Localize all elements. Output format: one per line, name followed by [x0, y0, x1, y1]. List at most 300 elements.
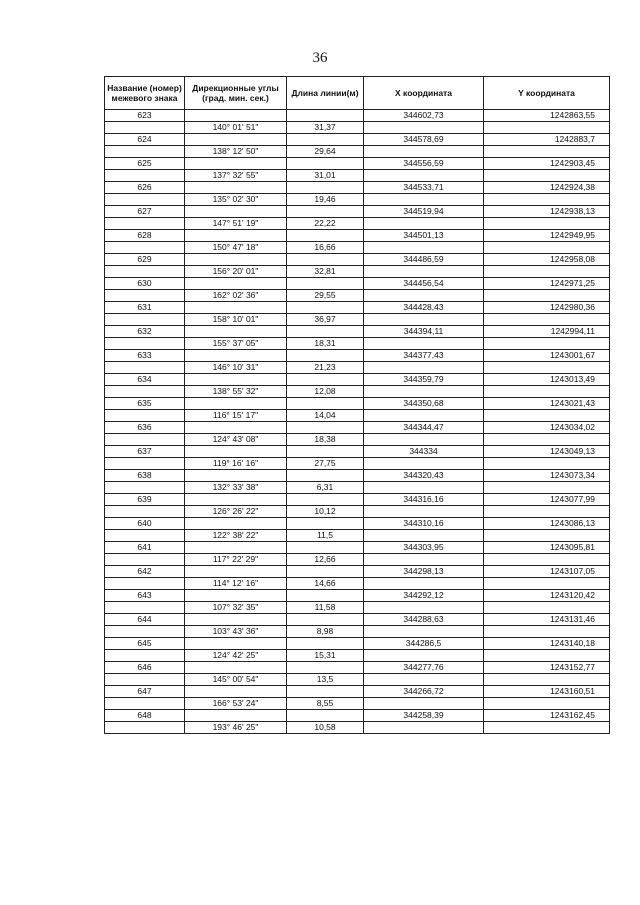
empty-cell [287, 398, 364, 410]
empty-cell [287, 278, 364, 290]
line-length: 10,12 [287, 506, 364, 518]
empty-cell [364, 602, 484, 614]
point-name: 626 [105, 182, 185, 194]
point-row [105, 374, 610, 386]
empty-cell [484, 626, 610, 638]
y-coordinate: 1243160,51 [484, 686, 610, 698]
empty-cell [364, 482, 484, 494]
empty-cell [185, 470, 287, 482]
x-coordinate: 344602,73 [364, 110, 484, 122]
point-name: 646 [105, 662, 185, 674]
empty-cell [364, 410, 484, 422]
empty-cell [287, 566, 364, 578]
empty-cell [287, 158, 364, 170]
segment-row [105, 698, 610, 710]
line-length: 10,58 [287, 722, 364, 734]
line-length: 14,04 [287, 410, 364, 422]
y-coordinate: 1242958,08 [484, 254, 610, 266]
point-row [105, 230, 610, 242]
x-coordinate: 344258,39 [364, 710, 484, 722]
y-coordinate: 1243120,42 [484, 590, 610, 602]
empty-cell [364, 626, 484, 638]
point-name: 627 [105, 206, 185, 218]
empty-cell [484, 338, 610, 350]
empty-cell [364, 242, 484, 254]
empty-cell [484, 530, 610, 542]
segment-row [105, 722, 610, 734]
empty-cell [105, 338, 185, 350]
empty-cell [484, 290, 610, 302]
x-coordinate: 344334 [364, 446, 484, 458]
segment-row [105, 218, 610, 230]
segment-row [105, 530, 610, 542]
direction-angle: 150° 47' 18" [185, 242, 287, 254]
y-coordinate: 1243021,43 [484, 398, 610, 410]
segment-row [105, 482, 610, 494]
point-name: 635 [105, 398, 185, 410]
empty-cell [185, 110, 287, 122]
empty-cell [287, 110, 364, 122]
header-angle: Дирекционные углы (град. мин. сек.) [185, 77, 287, 110]
empty-cell [364, 458, 484, 470]
line-length: 8,98 [287, 626, 364, 638]
segment-row [105, 386, 610, 398]
y-coordinate: 1243049,13 [484, 446, 610, 458]
x-coordinate: 344486,59 [364, 254, 484, 266]
segment-row [105, 290, 610, 302]
point-name: 645 [105, 638, 185, 650]
header-y: Y координата [484, 77, 610, 110]
x-coordinate: 344310,16 [364, 518, 484, 530]
coordinates-table [104, 76, 610, 734]
point-name: 623 [105, 110, 185, 122]
direction-angle: 147° 51' 19" [185, 218, 287, 230]
line-length: 32,81 [287, 266, 364, 278]
empty-cell [287, 374, 364, 386]
empty-cell [484, 146, 610, 158]
direction-angle: 146° 10' 31" [185, 362, 287, 374]
empty-cell [364, 170, 484, 182]
empty-cell [484, 698, 610, 710]
empty-cell [287, 422, 364, 434]
segment-row [105, 434, 610, 446]
point-name: 625 [105, 158, 185, 170]
empty-cell [484, 122, 610, 134]
point-name: 647 [105, 686, 185, 698]
empty-cell [364, 530, 484, 542]
segment-row [105, 602, 610, 614]
segment-row [105, 242, 610, 254]
empty-cell [185, 686, 287, 698]
direction-angle: 124° 43' 08" [185, 434, 287, 446]
point-row [105, 638, 610, 650]
x-coordinate: 344292,12 [364, 590, 484, 602]
direction-angle: 137° 32' 55" [185, 170, 287, 182]
empty-cell [484, 362, 610, 374]
empty-cell [484, 386, 610, 398]
empty-cell [287, 350, 364, 362]
y-coordinate: 1243107,05 [484, 566, 610, 578]
empty-cell [185, 206, 287, 218]
empty-cell [364, 146, 484, 158]
line-length: 8,55 [287, 698, 364, 710]
y-coordinate: 1242949,95 [484, 230, 610, 242]
empty-cell [105, 434, 185, 446]
x-coordinate: 344316,16 [364, 494, 484, 506]
x-coordinate: 344350,68 [364, 398, 484, 410]
line-length: 11,5 [287, 530, 364, 542]
empty-cell [364, 650, 484, 662]
empty-cell [287, 710, 364, 722]
direction-angle: 117° 22' 29" [185, 554, 287, 566]
point-row [105, 542, 610, 554]
direction-angle: 156° 20' 01" [185, 266, 287, 278]
point-name: 636 [105, 422, 185, 434]
empty-cell [484, 722, 610, 734]
empty-cell [364, 218, 484, 230]
line-length: 22,22 [287, 218, 364, 230]
empty-cell [185, 326, 287, 338]
table-body [105, 110, 610, 734]
point-name: 628 [105, 230, 185, 242]
direction-angle: 145° 00' 54" [185, 674, 287, 686]
point-name: 629 [105, 254, 185, 266]
empty-cell [287, 446, 364, 458]
empty-cell [185, 518, 287, 530]
point-name: 634 [105, 374, 185, 386]
empty-cell [185, 662, 287, 674]
empty-cell [484, 650, 610, 662]
y-coordinate: 1243013,49 [484, 374, 610, 386]
empty-cell [484, 410, 610, 422]
empty-cell [484, 578, 610, 590]
point-name: 639 [105, 494, 185, 506]
empty-cell [287, 182, 364, 194]
empty-cell [105, 602, 185, 614]
point-name: 633 [105, 350, 185, 362]
empty-cell [105, 554, 185, 566]
line-length: 31,37 [287, 122, 364, 134]
segment-row [105, 170, 610, 182]
empty-cell [105, 578, 185, 590]
point-row [105, 278, 610, 290]
empty-cell [364, 698, 484, 710]
point-name: 631 [105, 302, 185, 314]
empty-cell [185, 302, 287, 314]
direction-angle: 158° 10' 01" [185, 314, 287, 326]
empty-cell [364, 674, 484, 686]
y-coordinate: 1242863,55 [484, 110, 610, 122]
point-row [105, 134, 610, 146]
empty-cell [287, 614, 364, 626]
empty-cell [105, 722, 185, 734]
empty-cell [105, 314, 185, 326]
empty-cell [185, 710, 287, 722]
line-length: 31,01 [287, 170, 364, 182]
empty-cell [185, 158, 287, 170]
segment-row [105, 266, 610, 278]
point-name: 641 [105, 542, 185, 554]
y-coordinate: 1242971,25 [484, 278, 610, 290]
empty-cell [484, 458, 610, 470]
line-length: 6,31 [287, 482, 364, 494]
empty-cell [105, 194, 185, 206]
line-length: 11,58 [287, 602, 364, 614]
point-name: 640 [105, 518, 185, 530]
point-name: 624 [105, 134, 185, 146]
y-coordinate: 1243001,67 [484, 350, 610, 362]
x-coordinate: 344298,13 [364, 566, 484, 578]
empty-cell [105, 674, 185, 686]
y-coordinate: 1243140,18 [484, 638, 610, 650]
empty-cell [364, 722, 484, 734]
segment-row [105, 650, 610, 662]
empty-cell [185, 542, 287, 554]
empty-cell [287, 518, 364, 530]
empty-cell [287, 206, 364, 218]
segment-row [105, 362, 610, 374]
y-coordinate: 1242938,13 [484, 206, 610, 218]
y-coordinate: 1243034,02 [484, 422, 610, 434]
point-row [105, 590, 610, 602]
point-name: 637 [105, 446, 185, 458]
empty-cell [364, 314, 484, 326]
y-coordinate: 1242883,7 [484, 134, 610, 146]
x-coordinate: 344456,54 [364, 278, 484, 290]
empty-cell [364, 266, 484, 278]
empty-cell [185, 350, 287, 362]
empty-cell [364, 386, 484, 398]
x-coordinate: 344344,47 [364, 422, 484, 434]
empty-cell [364, 122, 484, 134]
point-row [105, 254, 610, 266]
line-length: 18,31 [287, 338, 364, 350]
line-length: 29,64 [287, 146, 364, 158]
empty-cell [287, 230, 364, 242]
y-coordinate: 1243162,45 [484, 710, 610, 722]
line-length: 21,23 [287, 362, 364, 374]
empty-cell [484, 194, 610, 206]
empty-cell [287, 542, 364, 554]
point-name: 642 [105, 566, 185, 578]
segment-row [105, 674, 610, 686]
segment-row [105, 410, 610, 422]
y-coordinate: 1243131,46 [484, 614, 610, 626]
empty-cell [185, 278, 287, 290]
empty-cell [185, 494, 287, 506]
segment-row [105, 314, 610, 326]
empty-cell [484, 170, 610, 182]
direction-angle: 116° 15' 17" [185, 410, 287, 422]
empty-cell [364, 362, 484, 374]
y-coordinate: 1242994,11 [484, 326, 610, 338]
x-coordinate: 344377,43 [364, 350, 484, 362]
point-name: 643 [105, 590, 185, 602]
y-coordinate: 1243073,34 [484, 470, 610, 482]
empty-cell [105, 122, 185, 134]
empty-cell [364, 578, 484, 590]
header-name: Название (номер) межевого знака [105, 77, 185, 110]
segment-row [105, 338, 610, 350]
x-coordinate: 344556,59 [364, 158, 484, 170]
empty-cell [105, 146, 185, 158]
empty-cell [484, 218, 610, 230]
empty-cell [484, 434, 610, 446]
empty-cell [185, 422, 287, 434]
x-coordinate: 344320,43 [364, 470, 484, 482]
empty-cell [287, 470, 364, 482]
empty-cell [105, 386, 185, 398]
empty-cell [287, 302, 364, 314]
empty-cell [105, 218, 185, 230]
y-coordinate: 1243152,77 [484, 662, 610, 674]
empty-cell [484, 506, 610, 518]
empty-cell [105, 242, 185, 254]
line-length: 18,38 [287, 434, 364, 446]
point-row [105, 422, 610, 434]
line-length: 12,08 [287, 386, 364, 398]
x-coordinate: 344277,76 [364, 662, 484, 674]
empty-cell [185, 446, 287, 458]
direction-angle: 132° 33' 38" [185, 482, 287, 494]
y-coordinate: 1243095,81 [484, 542, 610, 554]
empty-cell [185, 614, 287, 626]
direction-angle: 162° 02' 36" [185, 290, 287, 302]
y-coordinate: 1243077,99 [484, 494, 610, 506]
point-row [105, 470, 610, 482]
point-row [105, 662, 610, 674]
direction-angle: 140° 01' 51" [185, 122, 287, 134]
empty-cell [484, 314, 610, 326]
empty-cell [185, 254, 287, 266]
point-row [105, 206, 610, 218]
point-row [105, 326, 610, 338]
empty-cell [105, 506, 185, 518]
line-length: 36,97 [287, 314, 364, 326]
table-header-row [105, 77, 610, 110]
point-name: 638 [105, 470, 185, 482]
point-row [105, 446, 610, 458]
direction-angle: 122° 38' 22" [185, 530, 287, 542]
empty-cell [287, 254, 364, 266]
line-length: 14,66 [287, 578, 364, 590]
segment-row [105, 194, 610, 206]
x-coordinate: 344501,13 [364, 230, 484, 242]
x-coordinate: 344428,43 [364, 302, 484, 314]
empty-cell [185, 134, 287, 146]
segment-row [105, 626, 610, 638]
x-coordinate: 344286,5 [364, 638, 484, 650]
direction-angle: 114° 12' 16" [185, 578, 287, 590]
empty-cell [287, 134, 364, 146]
segment-row [105, 578, 610, 590]
empty-cell [484, 266, 610, 278]
empty-cell [105, 650, 185, 662]
x-coordinate: 344303,95 [364, 542, 484, 554]
x-coordinate: 344394,11 [364, 326, 484, 338]
line-length: 13,5 [287, 674, 364, 686]
empty-cell [287, 638, 364, 650]
empty-cell [185, 590, 287, 602]
point-row [105, 614, 610, 626]
point-name: 630 [105, 278, 185, 290]
empty-cell [185, 182, 287, 194]
segment-row [105, 146, 610, 158]
direction-angle: 155° 37' 05" [185, 338, 287, 350]
line-length: 27,75 [287, 458, 364, 470]
empty-cell [105, 170, 185, 182]
point-row [105, 398, 610, 410]
empty-cell [105, 626, 185, 638]
x-coordinate: 344359,79 [364, 374, 484, 386]
point-row [105, 710, 610, 722]
point-row [105, 182, 610, 194]
empty-cell [364, 194, 484, 206]
empty-cell [364, 506, 484, 518]
x-coordinate: 344533,71 [364, 182, 484, 194]
line-length: 29,55 [287, 290, 364, 302]
empty-cell [287, 494, 364, 506]
point-row [105, 350, 610, 362]
y-coordinate: 1242924,38 [484, 182, 610, 194]
point-row [105, 686, 610, 698]
empty-cell [105, 266, 185, 278]
x-coordinate: 344288,63 [364, 614, 484, 626]
empty-cell [287, 662, 364, 674]
direction-angle: 166° 53' 24" [185, 698, 287, 710]
point-row [105, 302, 610, 314]
empty-cell [185, 566, 287, 578]
line-length: 15,31 [287, 650, 364, 662]
direction-angle: 193° 46' 25" [185, 722, 287, 734]
empty-cell [364, 434, 484, 446]
empty-cell [185, 374, 287, 386]
segment-row [105, 554, 610, 566]
direction-angle: 138° 55' 32" [185, 386, 287, 398]
x-coordinate: 344578,69 [364, 134, 484, 146]
line-length: 12,66 [287, 554, 364, 566]
empty-cell [105, 362, 185, 374]
empty-cell [105, 530, 185, 542]
point-name: 632 [105, 326, 185, 338]
empty-cell [185, 638, 287, 650]
empty-cell [185, 230, 287, 242]
direction-angle: 119° 16' 16" [185, 458, 287, 470]
y-coordinate: 1242903,45 [484, 158, 610, 170]
empty-cell [105, 410, 185, 422]
empty-cell [364, 338, 484, 350]
direction-angle: 138° 12' 50" [185, 146, 287, 158]
segment-row [105, 122, 610, 134]
empty-cell [185, 398, 287, 410]
empty-cell [484, 554, 610, 566]
empty-cell [484, 482, 610, 494]
direction-angle: 103° 43' 36" [185, 626, 287, 638]
point-row [105, 566, 610, 578]
header-x: X координата [364, 77, 484, 110]
header-length: Длина линии(м) [287, 77, 364, 110]
point-row [105, 110, 610, 122]
segment-row [105, 458, 610, 470]
empty-cell [484, 602, 610, 614]
empty-cell [364, 554, 484, 566]
line-length: 19,46 [287, 194, 364, 206]
point-name: 644 [105, 614, 185, 626]
empty-cell [105, 458, 185, 470]
empty-cell [287, 686, 364, 698]
line-length: 16,66 [287, 242, 364, 254]
point-row [105, 494, 610, 506]
